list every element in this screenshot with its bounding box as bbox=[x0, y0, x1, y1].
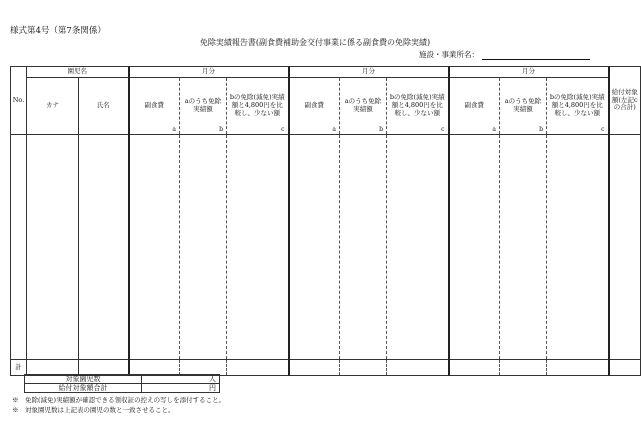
col-header-payment-target: 給付対象額(左記cの合計) bbox=[609, 67, 641, 135]
exemption-table bbox=[10, 66, 641, 376]
col-header-subfee-2: 副食費 a bbox=[289, 78, 340, 135]
cell-compare-3[interactable] bbox=[547, 135, 609, 360]
document-title: 免除実績報告書(副食費補助金交付事業に係る副食費の免除実績) bbox=[199, 38, 431, 47]
cell-exempt-2[interactable] bbox=[340, 135, 387, 360]
total-compare-3[interactable] bbox=[547, 360, 609, 376]
col-header-subfee-3: 副食費 a bbox=[449, 78, 500, 135]
col-header-kana: カナ bbox=[27, 78, 79, 135]
col-header-exempt-3: aのうち免除実績額 b bbox=[500, 78, 547, 135]
total-label: 計 bbox=[11, 360, 27, 376]
children-count-label: 対象園児数 bbox=[25, 375, 142, 384]
table-body-row bbox=[11, 135, 641, 360]
month-header-1: 月分 bbox=[129, 67, 289, 78]
form-number: 様式第4号（第7条関係） bbox=[10, 26, 106, 36]
col-header-subfee-1: 副食費 a bbox=[129, 78, 180, 135]
col-header-compare-3: bの免除(減免)実績額と4,800円を比較し、少ない額 c bbox=[547, 78, 609, 135]
month-header-3: 月分 bbox=[449, 67, 609, 78]
col-header-exempt-2: aのうち免除実績額 b bbox=[340, 78, 387, 135]
cell-compare-2[interactable] bbox=[387, 135, 449, 360]
children-count-unit: 人 bbox=[209, 375, 216, 383]
payment-total-field[interactable] bbox=[142, 384, 220, 393]
total-exempt-3[interactable] bbox=[500, 360, 547, 376]
summary-table bbox=[24, 374, 220, 393]
cell-name[interactable] bbox=[79, 135, 129, 360]
total-subfee-3[interactable] bbox=[449, 360, 500, 376]
payment-total-unit: 円 bbox=[209, 384, 216, 392]
total-compare-2[interactable] bbox=[387, 360, 449, 376]
note-child-count: ※ 対象園児数は上記表の園児の数と一致させること。 bbox=[12, 406, 175, 414]
facility-name-label: 施設・事業所名： bbox=[419, 50, 479, 59]
total-payment-target[interactable] bbox=[609, 360, 641, 376]
col-header-no: No. bbox=[11, 67, 27, 135]
col-header-compare-2: bの免除(減免)実績額と4,800円を比較し、少ない額 c bbox=[387, 78, 449, 135]
month-header-2: 月分 bbox=[289, 67, 449, 78]
payment-total-label: 給付対象額合計 bbox=[25, 384, 142, 393]
cell-subfee-2[interactable] bbox=[289, 135, 340, 360]
col-header-compare-1: bの免除(減免)実績額と4,800円を比較し、少ない額 c bbox=[227, 78, 289, 135]
cell-compare-1[interactable] bbox=[227, 135, 289, 360]
col-header-name: 氏名 bbox=[79, 78, 129, 135]
cell-kana[interactable] bbox=[27, 135, 79, 360]
facility-name-field[interactable] bbox=[419, 49, 590, 60]
children-count-field[interactable] bbox=[142, 375, 220, 384]
col-header-child-name: 園児名 bbox=[27, 67, 129, 78]
total-exempt-2[interactable] bbox=[340, 360, 387, 376]
cell-exempt-3[interactable] bbox=[500, 135, 547, 360]
total-subfee-2[interactable] bbox=[289, 360, 340, 376]
col-header-exempt-1: aのうち免除実績額 b bbox=[180, 78, 227, 135]
total-compare-1[interactable] bbox=[227, 360, 289, 376]
cell-payment-target[interactable] bbox=[609, 135, 641, 360]
cell-exempt-1[interactable] bbox=[180, 135, 227, 360]
cell-subfee-1[interactable] bbox=[129, 135, 180, 360]
note-receipt: ※ 免除(減免)実績額が確認できる領収証の控えの写しを添付すること。 bbox=[12, 396, 226, 404]
cell-no[interactable] bbox=[11, 135, 27, 360]
cell-subfee-3[interactable] bbox=[449, 135, 500, 360]
facility-name-blank[interactable] bbox=[482, 51, 590, 60]
